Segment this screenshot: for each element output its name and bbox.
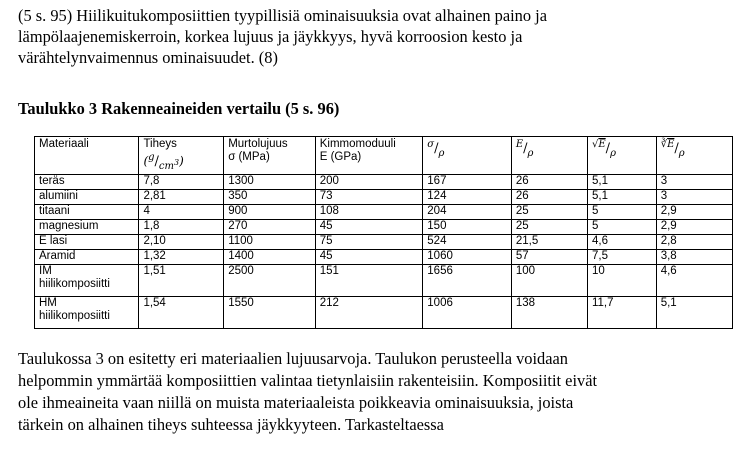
header-density: Tiheys $(^g/_{cm^3})$: [139, 137, 224, 175]
cell-sigma-per-rho: 167: [423, 175, 512, 190]
cell-tensile: 2500: [224, 265, 316, 297]
cell-e-per-rho: 25: [511, 220, 587, 235]
cell-modulus: 45: [315, 250, 423, 265]
header-tensile: Murtolujuus σ (MPa): [224, 137, 316, 175]
density-unit: $(^g/_{cm^3})$: [143, 152, 184, 172]
outro-line: helpommin ymmärtää komposiittien valintaa tietynlaisiin rakenteisiin. Komposiitit eivät: [18, 371, 598, 390]
cell-sqrt-e-per-rho: 5,1: [587, 190, 656, 205]
intro-line: lämpölaajenemiskerroin, korkea lujuus ja jäykkyys, hyvä korroosion kesto ja: [18, 27, 523, 46]
cell-tensile: 900: [224, 205, 316, 220]
cell-density: 1,51: [139, 265, 224, 297]
cell-e-per-rho: 138: [511, 297, 587, 329]
cell-sigma-per-rho: 124: [423, 190, 512, 205]
cell-cbrt-e-per-rho: 5,1: [656, 297, 732, 329]
outro-paragraph: [18, 348, 597, 436]
cell-modulus: 75: [315, 235, 423, 250]
cell-modulus: 151: [315, 265, 423, 297]
cell-modulus: 45: [315, 220, 423, 235]
table-row: [35, 220, 733, 235]
cell-material: magnesium: [35, 220, 139, 235]
cell-density: 1,8: [139, 220, 224, 235]
cell-tensile: 1550: [224, 297, 316, 329]
intro-paragraph: [18, 5, 547, 68]
cell-e-per-rho: 21,5: [511, 235, 587, 250]
cell-sqrt-e-per-rho: 5,1: [587, 175, 656, 190]
cell-tensile: 350: [224, 190, 316, 205]
cell-cbrt-e-per-rho: 3,8: [656, 250, 732, 265]
cell-tensile: 1400: [224, 250, 316, 265]
cell-sigma-per-rho: 150: [423, 220, 512, 235]
cell-material: IM hiilikomposiitti: [35, 265, 139, 297]
cell-sqrt-e-per-rho: 11,7: [587, 297, 656, 329]
outro-line: tärkein on alhainen tiheys suhteessa jäykkyyteen. Tarkasteltaessa: [18, 415, 444, 434]
cell-cbrt-e-per-rho: 3: [656, 190, 732, 205]
header-e-per-rho: $^E/_\rho$: [511, 137, 587, 175]
cell-e-per-rho: 100: [511, 265, 587, 297]
cell-density: 1,54: [139, 297, 224, 329]
cell-sigma-per-rho: 1060: [423, 250, 512, 265]
cell-material: Aramid: [35, 250, 139, 265]
cell-density: 2,10: [139, 235, 224, 250]
cell-e-per-rho: 57: [511, 250, 587, 265]
cell-cbrt-e-per-rho: 3: [656, 175, 732, 190]
table-row: [35, 235, 733, 250]
cell-cbrt-e-per-rho: 2,8: [656, 235, 732, 250]
materials-table: [34, 136, 733, 329]
cell-modulus: 73: [315, 190, 423, 205]
table-row: [35, 205, 733, 220]
cell-material: alumiini: [35, 190, 139, 205]
cell-cbrt-e-per-rho: 4,6: [656, 265, 732, 297]
outro-line: Taulukossa 3 on esitetty eri materiaalien lujuusarvoja. Taulukon perusteella voidaan: [18, 349, 568, 368]
cell-sqrt-e-per-rho: 10: [587, 265, 656, 297]
table-row: [35, 297, 733, 329]
cell-material: HM hiilikomposiitti: [35, 297, 139, 329]
cell-sqrt-e-per-rho: 5: [587, 220, 656, 235]
cell-modulus: 108: [315, 205, 423, 220]
cell-sigma-per-rho: 524: [423, 235, 512, 250]
cell-material: titaani: [35, 205, 139, 220]
cell-e-per-rho: 26: [511, 175, 587, 190]
cell-tensile: 1300: [224, 175, 316, 190]
cell-sqrt-e-per-rho: 4,6: [587, 235, 656, 250]
cell-density: 4: [139, 205, 224, 220]
cell-material: teräs: [35, 175, 139, 190]
cell-sqrt-e-per-rho: 5: [587, 205, 656, 220]
cell-material: E lasi: [35, 235, 139, 250]
intro-line: värähtelynvaimennus ominaisuudet. (8): [18, 48, 278, 67]
cell-density: 1,32: [139, 250, 224, 265]
cell-sigma-per-rho: 1656: [423, 265, 512, 297]
header-material: Materiaali: [35, 137, 139, 175]
cell-sigma-per-rho: 204: [423, 205, 512, 220]
header-sqrt-e-per-rho: $^{√E}/_\rho$: [587, 137, 656, 175]
cell-modulus: 212: [315, 297, 423, 329]
cell-density: 2,81: [139, 190, 224, 205]
header-modulus: Kimmomoduuli E (GPa): [315, 137, 423, 175]
cell-density: 7,8: [139, 175, 224, 190]
cell-sqrt-e-per-rho: 7,5: [587, 250, 656, 265]
table-row: [35, 175, 733, 190]
table-row: [35, 190, 733, 205]
cell-cbrt-e-per-rho: 2,9: [656, 205, 732, 220]
cell-tensile: 1100: [224, 235, 316, 250]
cell-modulus: 200: [315, 175, 423, 190]
table-caption: Taulukko 3 Rakenneaineiden vertailu (5 s. 96): [18, 99, 340, 118]
header-cbrt-e-per-rho: $^{∛\overline{E}}/_\rho$: [656, 137, 732, 175]
cell-cbrt-e-per-rho: 2,9: [656, 220, 732, 235]
intro-line: (5 s. 95) Hiilikuitukomposiittien tyypillisiä ominaisuuksia ovat alhainen paino ja: [18, 6, 547, 25]
cell-e-per-rho: 25: [511, 205, 587, 220]
cell-sigma-per-rho: 1006: [423, 297, 512, 329]
outro-line: ole ihmeaineita vaan niillä on muista materiaaleista poikkeavia ominaisuuksia, joista: [18, 393, 574, 412]
header-sigma-per-rho: $^\sigma/_\rho$: [423, 137, 512, 175]
cell-e-per-rho: 26: [511, 190, 587, 205]
table-row: [35, 265, 733, 297]
cell-tensile: 270: [224, 220, 316, 235]
table-row: [35, 250, 733, 265]
table-header-row: [35, 137, 733, 175]
